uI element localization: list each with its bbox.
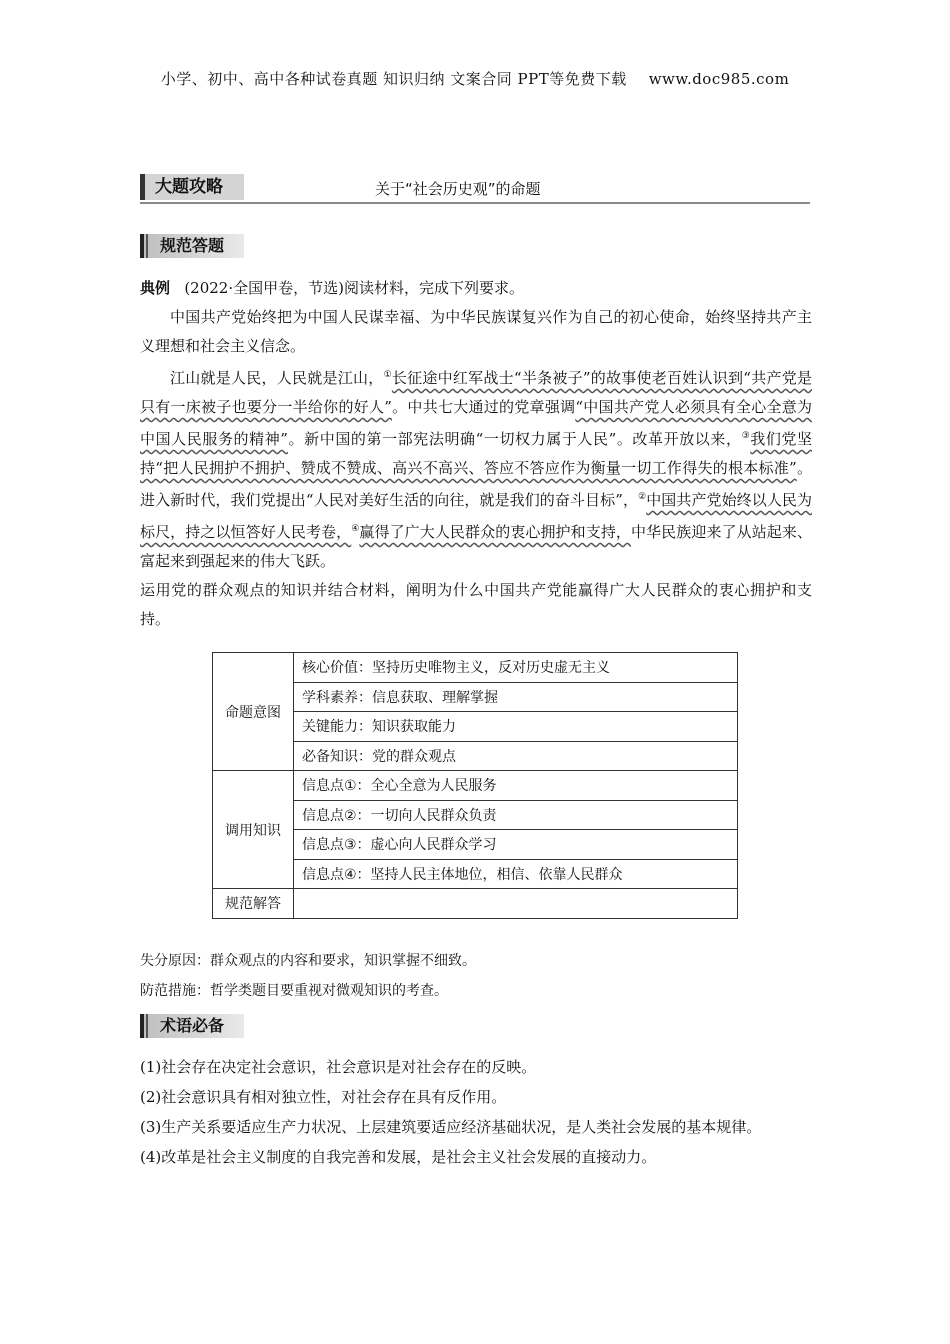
category-cell: 规范解答 xyxy=(213,889,294,919)
table-row xyxy=(213,771,738,801)
analysis-table xyxy=(212,652,738,919)
header-text: 小学、初中、高中各种试卷真题 知识归纳 文案合同 PPT等免费下载 xyxy=(160,70,627,88)
example-label: 典例 xyxy=(140,279,171,297)
table-cell: 信息点③：虚心向人民群众学习 xyxy=(294,830,738,860)
section-heading-terms xyxy=(140,1014,244,1038)
term-item: (2)社会意识具有相对独立性，对社会存在具有反作用。 xyxy=(140,1088,507,1106)
section-bars-icon xyxy=(140,1014,152,1038)
table-row xyxy=(213,653,738,683)
term-item: (4)改革是社会主义制度的自我完善和发展，是社会主义社会发展的直接动力。 xyxy=(140,1148,657,1166)
section-title: 规范答题 xyxy=(160,236,225,255)
key-sentence-3: 我们党坚持“把人民拥护不拥护、赞成不赞成、高兴不高兴、答应不答应作为衡量一切工作得失的根本标准” xyxy=(140,430,813,477)
table-cell: 信息点④：坚持人民主体地位，相信、依靠人民群众 xyxy=(294,859,738,889)
marker-1: ① xyxy=(383,370,392,380)
term-item: (3)生产关系要适应生产力状况、上层建筑要适应经济基础状况，是人类社会发展的基本规律。 xyxy=(140,1118,762,1136)
key-sentence-5: 赢得了广大人民群众的衷心拥护和支持， xyxy=(359,523,631,541)
page-header xyxy=(0,68,950,89)
section-heading-answer xyxy=(140,234,244,258)
example-intro xyxy=(140,274,812,303)
section-bars-icon xyxy=(140,234,152,258)
table-row xyxy=(213,889,738,919)
example-instruction: 阅读材料，完成下列要求。 xyxy=(343,279,524,297)
marker-3: ③ xyxy=(741,431,751,441)
notes-block xyxy=(140,946,476,1006)
term-item: (1)社会存在决定社会意识，社会意识是对社会存在的反映。 xyxy=(140,1058,537,1076)
material-para-2: 江山就是人民，人民就是江山，①长征途中红军战士“半条被子”的故事使老百姓认识到“共产党是只有一床被子也要分一半给你的好人”。中共七大通过的党章强调“中国共产党人必须具有全心全意为中国人民服务的精神”。新中国的第一部宪法明确“一切权力属于人民”。改革开放以来，③我们党坚持“把人民拥护不拥护、赞成不赞成、高兴不高兴、答应不答应作为衡量一切工作得失的根本标准”。进入新时代，我们党提出“人民对美好生活的向往，就是我们的奋斗目标”，②中国共产党始终以人民为标尺，持之以恒答好人民考卷，④赢得了广大人民群众的衷心拥护和支持，中华民族迎来了从站起来、富起来到强起来的伟大飞跃。 xyxy=(140,369,813,570)
table-cell: 关键能力：知识获取能力 xyxy=(294,712,738,742)
material-para-1: 中国共产党始终把为中国人民谋幸福、为中华民族谋复兴作为自己的初心使命，始终坚持共产主义理想和社会主义信念。 xyxy=(140,308,812,355)
table-cell: 学科素养：信息获取、理解掌握 xyxy=(294,682,738,712)
example-block xyxy=(140,274,812,634)
table-cell: 信息点②：一切向人民群众负责 xyxy=(294,800,738,830)
page-title: 关于“社会历史观”的命题 xyxy=(375,180,541,198)
title-tag: 大题攻略 xyxy=(140,174,244,200)
marker-2: ② xyxy=(638,492,647,502)
key-sentence-1: 长征途中红军战士“半条被子”的故事使老百姓认识到“共产党是只有一床被子也要分一半给你的好人” xyxy=(140,369,812,416)
terms-list xyxy=(140,1052,812,1172)
header-url[interactable]: www.doc985.com xyxy=(648,70,790,88)
prevention-measure: 防范措施：哲学类题目要重视对微观知识的考查。 xyxy=(140,983,448,999)
table-cell: 核心价值：坚持历史唯物主义，反对历史虚无主义 xyxy=(294,653,738,683)
loss-reason: 失分原因：群众观点的内容和要求，知识掌握不细致。 xyxy=(140,953,476,969)
category-cell: 命题意图 xyxy=(213,653,294,771)
section-title: 术语必备 xyxy=(160,1016,225,1035)
question-text: 运用党的群众观点的知识并结合材料，阐明为什么中国共产党能赢得广大人民群众的衷心拥护和支持。 xyxy=(140,581,812,628)
category-cell: 调用知识 xyxy=(213,771,294,889)
example-source: (2022·全国甲卷，节选) xyxy=(184,279,344,297)
title-bar xyxy=(140,174,810,204)
table-cell: 必备知识：党的群众观点 xyxy=(294,741,738,771)
key-sentence-4: 中国共产党始终以人民为标尺，持之以恒答好人民考卷， xyxy=(140,491,812,541)
marker-4: ④ xyxy=(351,524,360,534)
table-cell: 信息点①：全心全意为人民服务 xyxy=(294,771,738,801)
answer-cell xyxy=(294,889,738,919)
key-sentence-2: “中国共产党人必须具有全心全意为中国人民服务的精神” xyxy=(140,398,812,448)
